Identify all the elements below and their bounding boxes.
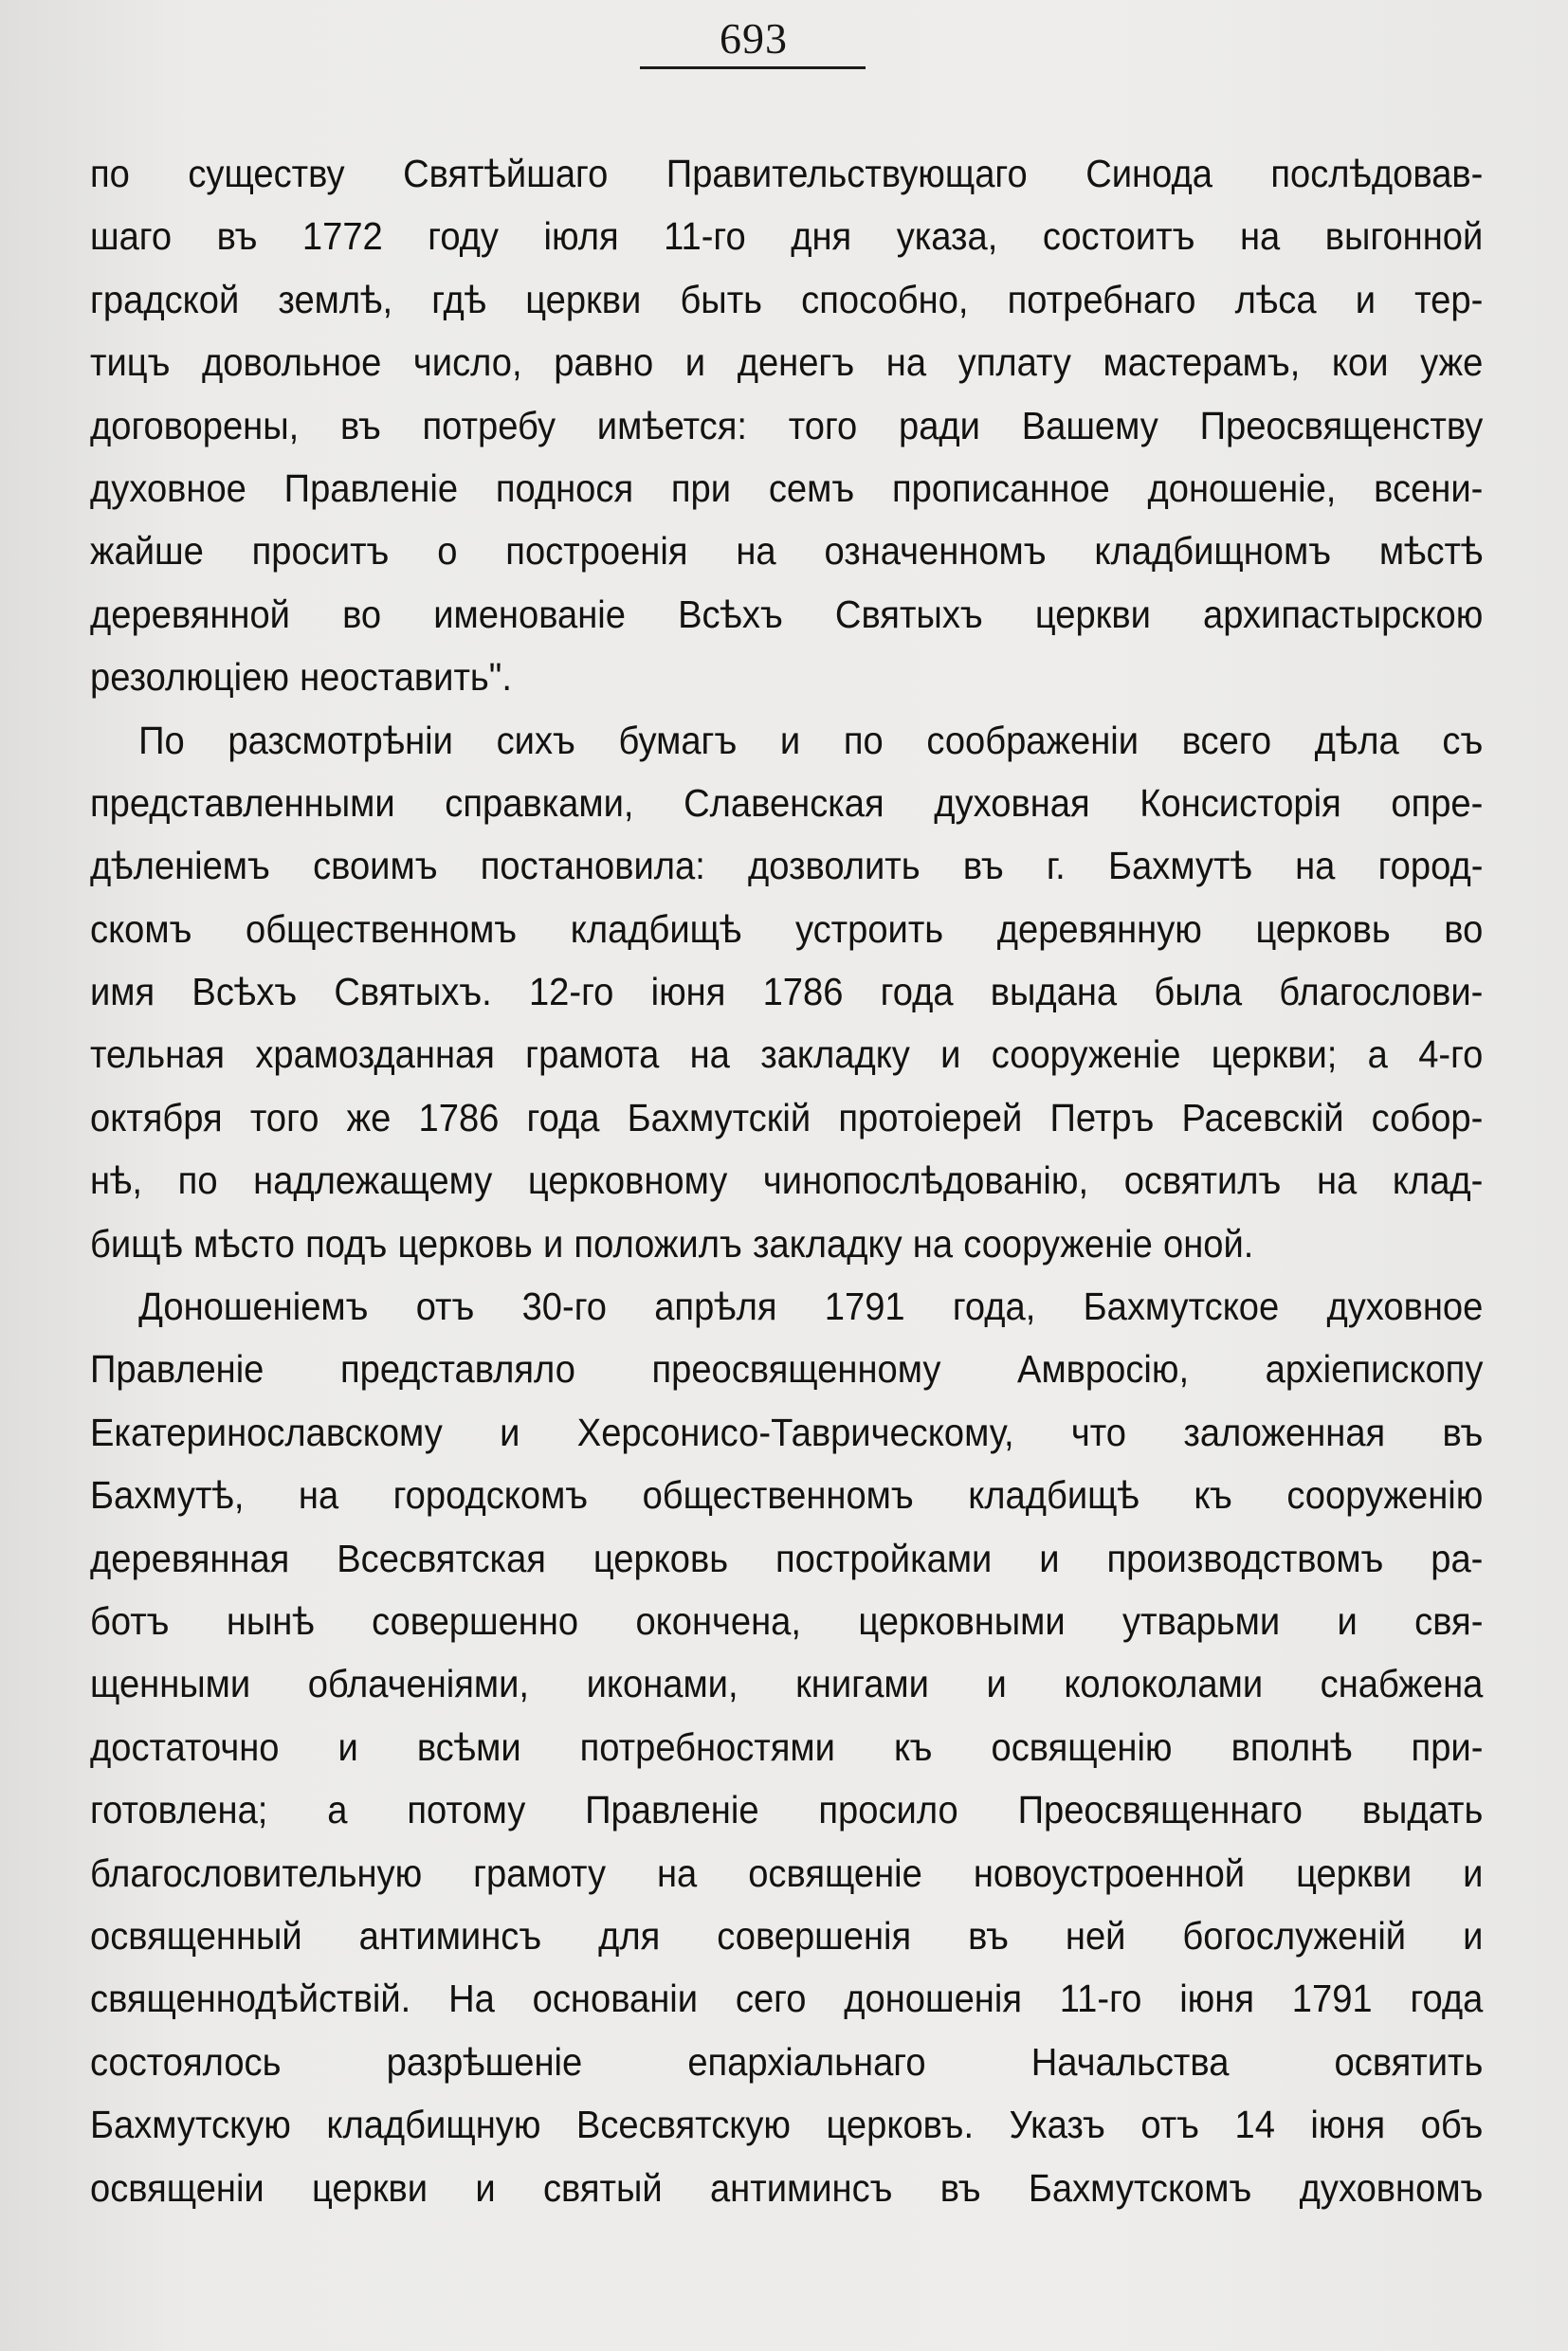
word: сихъ: [496, 718, 575, 762]
word: и: [779, 718, 801, 762]
word: основаніи: [532, 1977, 699, 2021]
word: и: [1463, 1913, 1484, 1958]
word: на: [912, 1221, 954, 1266]
word: просило: [818, 1788, 958, 1832]
word: имя: [90, 970, 155, 1014]
word: Правленіе: [283, 465, 459, 510]
word: 1786: [418, 1095, 500, 1139]
text-line: [90, 2031, 1483, 2093]
word: сооруженіе: [963, 1221, 1153, 1266]
text-line: [90, 772, 1483, 834]
word: ра-: [1431, 1536, 1484, 1580]
word: благословительную: [90, 1850, 423, 1895]
word: церковь: [593, 1536, 729, 1580]
word: въ: [339, 403, 381, 447]
word: духовная: [934, 780, 1090, 825]
word: выдана: [990, 970, 1118, 1014]
word: іюля: [543, 214, 619, 259]
word: іюня: [1179, 1977, 1254, 2021]
word: святый: [542, 2165, 663, 2210]
word: уплату: [957, 340, 1071, 385]
word: город-: [1377, 844, 1484, 888]
word: Правленіе: [90, 1347, 264, 1392]
word: общественномъ: [642, 1473, 914, 1518]
word: Бахмутскомъ: [1028, 2165, 1252, 2210]
word: въ: [1442, 1410, 1484, 1454]
word: 1791: [824, 1285, 905, 1329]
word: г.: [1046, 844, 1066, 888]
word: о: [437, 529, 458, 574]
word: грамоту: [473, 1850, 607, 1895]
text-line: [90, 331, 1483, 393]
word: 1772: [301, 214, 383, 259]
text-line: [90, 205, 1483, 267]
word: На: [448, 1977, 495, 2021]
word: довольное: [202, 340, 382, 385]
word: заложенная: [1183, 1410, 1386, 1454]
word: и: [337, 1724, 358, 1769]
word: во: [342, 592, 382, 636]
word: освятилъ: [1123, 1158, 1282, 1203]
word: общественномъ: [245, 906, 518, 951]
word: іюня: [1310, 2103, 1386, 2147]
word: нынѣ: [226, 1598, 315, 1643]
word: совершенія: [717, 1913, 912, 1958]
word: церковь: [397, 1221, 533, 1266]
word: 30-го: [521, 1285, 607, 1329]
word: уже: [1420, 340, 1484, 385]
word: Всесвятская: [337, 1536, 546, 1580]
word: 4-го: [1418, 1032, 1484, 1077]
word: дозволить: [748, 844, 921, 888]
word: ради: [898, 403, 980, 447]
word: иконами,: [586, 1662, 738, 1706]
word: совершенно: [372, 1598, 579, 1643]
word: жайше: [90, 529, 204, 574]
text-line: [90, 1149, 1483, 1212]
word: доношенія: [844, 1977, 1022, 2021]
word: построенія: [505, 529, 688, 574]
text-line: [90, 1212, 1483, 1275]
word: Всѣхъ: [678, 592, 783, 636]
word: потому: [407, 1788, 526, 1832]
word: потребнаго: [1007, 277, 1196, 321]
word: освященіи: [90, 2165, 264, 2210]
word: означенномъ: [824, 529, 1047, 574]
word: городскомъ: [392, 1473, 589, 1518]
word: сооруженіе: [991, 1032, 1181, 1077]
text-line: [90, 1464, 1483, 1526]
word: Бахмутѣ,: [90, 1473, 245, 1518]
word: опре-: [1391, 780, 1484, 825]
word: Святыхъ: [834, 592, 983, 636]
text-line: [90, 1842, 1483, 1904]
word: апрѣля: [654, 1285, 777, 1329]
word: кладбищную: [326, 2103, 541, 2147]
word: тельная: [90, 1032, 226, 1077]
word: по: [90, 152, 130, 195]
text-line: [90, 1338, 1483, 1400]
word: того: [249, 1095, 319, 1139]
word: проситъ: [251, 529, 390, 574]
text-line: [90, 1590, 1483, 1652]
word: постройками: [775, 1536, 993, 1580]
word: въ: [216, 214, 258, 259]
word: Вашему: [1021, 403, 1158, 447]
word: лѣса: [1234, 277, 1317, 321]
word: дѣленіемъ: [90, 844, 270, 888]
word: Указъ: [1009, 2103, 1105, 2147]
word: прописанное: [891, 465, 1110, 510]
word: деревянной: [90, 592, 290, 636]
word: съ: [1442, 718, 1484, 762]
word: и: [542, 1221, 564, 1266]
word: отъ: [415, 1285, 475, 1329]
word: свя-: [1414, 1598, 1484, 1643]
page-number: 693: [720, 14, 788, 63]
word: богослуженій: [1182, 1913, 1407, 1958]
word: на: [1295, 844, 1336, 888]
word: деревянную: [996, 906, 1202, 951]
page-number-rule: [640, 66, 866, 69]
text-line: [90, 898, 1483, 960]
text-line: [90, 1275, 1483, 1338]
word: въ: [939, 2165, 981, 2210]
word: оной.: [1163, 1221, 1254, 1266]
word: именованіе: [433, 592, 626, 636]
word: Правленіе: [585, 1788, 759, 1832]
word: во: [1444, 906, 1484, 951]
word: ней: [1065, 1913, 1126, 1958]
word: выдать: [1361, 1788, 1484, 1832]
word: на: [736, 529, 776, 574]
text-line: [90, 1716, 1483, 1778]
word: число,: [412, 340, 522, 385]
word: бумагъ: [618, 718, 738, 762]
word: духовное: [90, 465, 246, 510]
word: храмозданная: [255, 1032, 495, 1077]
text-line: [90, 457, 1483, 519]
word: кладбищномъ: [1094, 529, 1332, 574]
text-line: [90, 960, 1483, 1023]
text-line: [90, 583, 1483, 646]
word: отъ: [1140, 2103, 1200, 2147]
word: же: [346, 1095, 392, 1139]
word: готовлена;: [90, 1788, 268, 1832]
word: освященію: [991, 1724, 1173, 1769]
word: Преосвященству: [1199, 403, 1484, 447]
word: Славенская: [684, 780, 884, 825]
word: и: [1355, 277, 1376, 321]
word: закладку: [760, 1032, 910, 1077]
text-line: [90, 2093, 1483, 2156]
text-line: [90, 834, 1483, 897]
text-line: [90, 2157, 1483, 2219]
word: своимъ: [313, 844, 438, 888]
word: градской: [90, 277, 240, 321]
word: священнодѣйствій.: [90, 1977, 411, 2021]
word: представленными: [90, 780, 395, 825]
text-line: [90, 268, 1483, 331]
word: состоялось: [90, 2039, 282, 2084]
word: всени-: [1374, 465, 1484, 510]
word: землѣ,: [278, 277, 393, 321]
word: церкви;: [1211, 1032, 1338, 1077]
word: а: [1367, 1032, 1388, 1077]
word: существу: [188, 152, 345, 195]
word: кладбищѣ: [570, 906, 742, 951]
word: того: [788, 403, 858, 447]
word: и: [475, 2165, 496, 2210]
word: церковными: [858, 1598, 1066, 1643]
word: чинопослѣдованію,: [762, 1158, 1089, 1203]
word: Бахмутскую: [90, 2103, 291, 2147]
word: Доношеніемъ: [138, 1285, 369, 1329]
word: Консисторія: [1140, 780, 1341, 825]
word: Всесвятскую: [575, 2103, 792, 2147]
word: Начальства: [1030, 2039, 1230, 2084]
word: освятить: [1334, 2039, 1484, 2084]
word: достаточно: [90, 1724, 280, 1769]
word: клад-: [1392, 1158, 1484, 1203]
word: потребностями: [579, 1724, 835, 1769]
word: надлежащему: [253, 1158, 493, 1203]
word: указа,: [896, 214, 998, 259]
word: году: [428, 214, 500, 259]
word: разрѣшеніе: [386, 2039, 583, 2084]
word: послѣдовав-: [1270, 152, 1484, 195]
word: доношеніе,: [1147, 465, 1337, 510]
word: церкви: [312, 2165, 428, 2210]
word: Синода: [1085, 152, 1212, 195]
word: на: [1239, 214, 1281, 259]
word: закладку: [752, 1221, 903, 1266]
word: вполнѣ: [1231, 1724, 1353, 1769]
word: дѣла: [1314, 718, 1399, 762]
word: окончена,: [635, 1598, 801, 1643]
word: мѣсто: [193, 1221, 295, 1266]
text-line: [90, 1904, 1483, 1967]
word: утварьми: [1122, 1598, 1281, 1643]
word: Бахмутскій: [627, 1095, 811, 1139]
word: соображеніи: [926, 718, 1140, 762]
word: къ: [1194, 1473, 1232, 1518]
word: деревянная: [90, 1536, 290, 1580]
word: резолюціею: [90, 655, 289, 700]
word: Екатеринославскому: [90, 1410, 443, 1454]
word: а: [327, 1788, 348, 1832]
word: года: [880, 970, 954, 1014]
word: 14: [1234, 2103, 1275, 2147]
word: Преосвященнаго: [1017, 1788, 1303, 1832]
word: и: [940, 1032, 961, 1077]
word: по: [843, 718, 884, 762]
word: духовное: [1326, 1285, 1484, 1329]
word: представляло: [339, 1347, 575, 1392]
word: антиминсъ: [358, 1913, 542, 1958]
word: 1791: [1291, 1977, 1373, 2021]
word: что: [1070, 1410, 1127, 1454]
word: Петръ: [1049, 1095, 1155, 1139]
word: имѣется:: [596, 403, 747, 447]
word: была: [1154, 970, 1243, 1014]
word: шаго: [90, 214, 173, 259]
word: и: [1463, 1850, 1484, 1895]
text-line: [90, 1778, 1483, 1841]
word: въ: [962, 844, 1004, 888]
word: собор-: [1371, 1095, 1484, 1139]
word: кладбищѣ: [968, 1473, 1140, 1518]
word: года,: [952, 1285, 1036, 1329]
word: года: [526, 1095, 600, 1139]
body-text: [90, 142, 1484, 2219]
word: постановила:: [480, 844, 705, 888]
word: освященіе: [748, 1850, 922, 1895]
word: 11-го: [1059, 1977, 1142, 2021]
word: духовномъ: [1299, 2165, 1484, 2210]
word: новоустроенной: [973, 1850, 1246, 1895]
word: благослови-: [1279, 970, 1484, 1014]
word: тер-: [1414, 277, 1484, 321]
text-line: [90, 1086, 1483, 1149]
word: къ: [893, 1724, 933, 1769]
word: 11-го: [664, 214, 746, 259]
word: гдѣ: [431, 277, 487, 321]
word: Правительствующаго: [665, 152, 1028, 195]
text-line: [90, 1652, 1483, 1715]
word: антиминсъ: [709, 2165, 893, 2210]
word: архипастырскою: [1202, 592, 1484, 636]
word: въ: [968, 1913, 1009, 1958]
word: и: [1337, 1598, 1358, 1643]
word: 1786: [762, 970, 844, 1014]
word: Святѣйшаго: [403, 152, 609, 195]
word: устроить: [794, 906, 944, 951]
word: равно: [554, 340, 654, 385]
word: всѣми: [416, 1724, 521, 1769]
word: церкви: [1034, 592, 1151, 636]
word: и: [684, 340, 706, 385]
word: быть: [680, 277, 763, 321]
word: Бахмутское: [1083, 1285, 1280, 1329]
word: мѣстѣ: [1378, 529, 1484, 574]
word: архіепископу: [1265, 1347, 1484, 1392]
text-line: [90, 519, 1483, 582]
word: Расевскій: [1181, 1095, 1344, 1139]
word: скомъ: [90, 906, 192, 951]
word: способно,: [801, 277, 969, 321]
word: бищѣ: [90, 1221, 183, 1266]
word: Святыхъ.: [334, 970, 492, 1014]
word: церковному: [527, 1158, 728, 1203]
text-line: [90, 1401, 1483, 1464]
word: іюня: [650, 970, 726, 1014]
word: епархіальнаго: [687, 2039, 926, 2084]
word: снабжена: [1320, 1662, 1484, 1706]
word: церкви: [525, 277, 642, 321]
word: грамота: [525, 1032, 660, 1077]
word: мастерамъ,: [1103, 340, 1301, 385]
word: при-: [1411, 1724, 1484, 1769]
word: производствомъ: [1106, 1536, 1384, 1580]
word: преосвященному: [651, 1347, 941, 1392]
text-line: [90, 646, 1483, 708]
word: на: [885, 340, 927, 385]
word: договорены,: [90, 403, 300, 447]
word: ботъ: [90, 1598, 170, 1643]
word: облаченіями,: [307, 1662, 530, 1706]
word: освященный: [90, 1913, 302, 1958]
text-line: [90, 1967, 1483, 2030]
text-line: [90, 1527, 1483, 1590]
word: протоіерей: [838, 1095, 1023, 1139]
word: на: [298, 1473, 339, 1518]
word: сооруженію: [1286, 1473, 1484, 1518]
word: 12-го: [528, 970, 614, 1014]
word: книгами: [795, 1662, 929, 1706]
word: сего: [735, 1977, 807, 2021]
word: По: [138, 718, 185, 762]
word: и: [500, 1410, 520, 1454]
word: Бахмутѣ: [1108, 844, 1252, 888]
word: выгонной: [1324, 214, 1484, 259]
page-number-block: [635, 11, 872, 66]
word: Амвросію,: [1017, 1347, 1190, 1392]
word: октября: [90, 1095, 223, 1139]
word: разсмотрѣніи: [228, 718, 453, 762]
word: кои: [1331, 340, 1389, 385]
word: для: [598, 1913, 661, 1958]
word: потребу: [422, 403, 556, 447]
word: на: [1316, 1158, 1358, 1203]
word: на: [656, 1850, 698, 1895]
word: подъ: [305, 1221, 388, 1266]
word: состоитъ: [1042, 214, 1195, 259]
word: Херсонисо-Таврическому,: [576, 1410, 1014, 1454]
word: церкви: [1296, 1850, 1413, 1895]
word: Всѣхъ: [191, 970, 298, 1014]
word: на: [689, 1032, 730, 1077]
word: года: [1410, 1977, 1484, 2021]
word: и: [1039, 1536, 1060, 1580]
word: колоколами: [1064, 1662, 1264, 1706]
word: неоставить".: [300, 655, 512, 700]
word: семъ: [768, 465, 855, 510]
text-line: [90, 1023, 1483, 1085]
word: дня: [791, 214, 852, 259]
text-line: [90, 142, 1483, 205]
word: справками,: [445, 780, 634, 825]
word: и: [986, 1662, 1007, 1706]
word: всего: [1181, 718, 1272, 762]
word: поднося: [495, 465, 634, 510]
word: церковъ.: [826, 2103, 975, 2147]
word: объ: [1420, 2103, 1484, 2147]
word: по: [177, 1158, 218, 1203]
word: тицъ: [90, 340, 171, 385]
word: церковь: [1255, 906, 1391, 951]
word: положилъ: [574, 1221, 742, 1266]
word: денегъ: [737, 340, 855, 385]
text-line: [90, 709, 1483, 772]
word: при: [670, 465, 732, 510]
word: щенными: [90, 1662, 251, 1706]
word: нѣ,: [90, 1158, 143, 1203]
text-line: [90, 394, 1483, 457]
